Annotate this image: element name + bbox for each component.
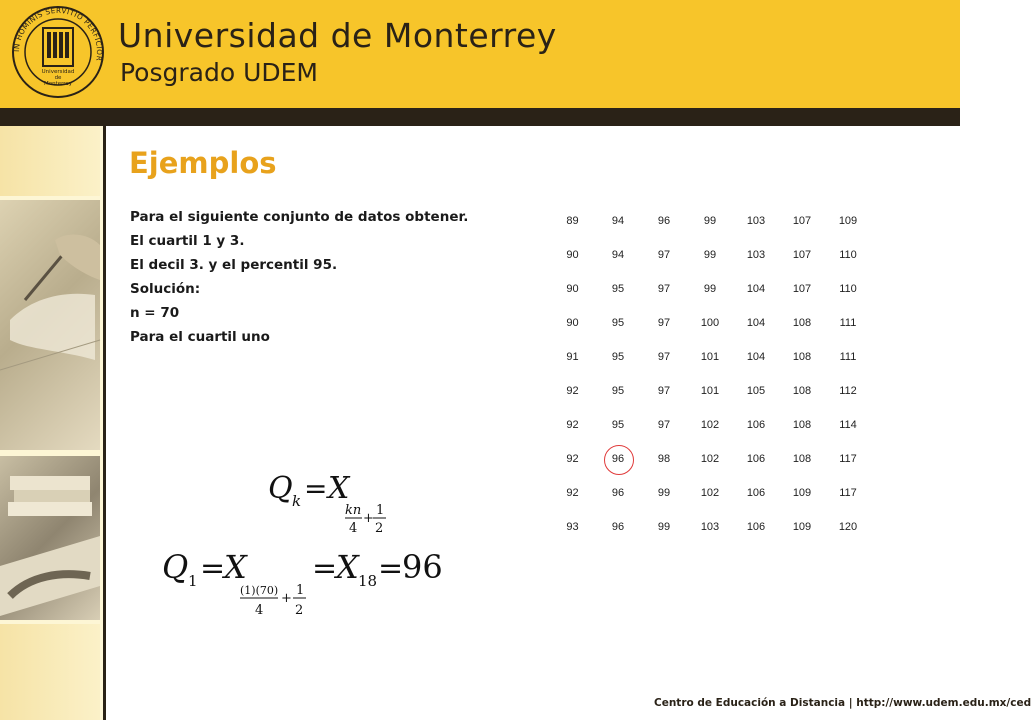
q1-lhs-sub: 1 [188,572,198,590]
table-cell [595,476,641,510]
cell-value: 108 [792,351,812,363]
cell-value: 117 [839,487,857,499]
table-cell [550,408,595,442]
cell-value: 114 [839,419,857,431]
table-cell [641,510,687,544]
table-cell [779,374,825,408]
cell-value: 92 [566,487,579,499]
q1-lhs: Q [162,548,189,586]
program-name: Posgrado UDEM [120,58,318,87]
table-cell [641,476,687,510]
university-name: Universidad de Monterrey [118,16,557,55]
table-cell [550,476,595,510]
cell-value: 90 [566,317,579,329]
table-cell [733,306,779,340]
cell-value: 99 [657,487,671,499]
cell-value: 90 [566,249,579,261]
formula-equals: = [304,472,328,505]
table-cell [825,340,871,374]
formula-num-top: kn [345,503,362,518]
cell-value: 109 [792,521,812,533]
cell-value: 107 [792,215,812,227]
table-cell [825,510,871,544]
table-cell [641,204,687,238]
data-table [550,204,871,544]
cell-value: 102 [700,487,720,499]
cell-value: 120 [838,521,858,533]
table-cell [641,408,687,442]
table-cell [825,204,871,238]
table-cell [779,408,825,442]
svg-text:Monterrey: Monterrey [43,81,73,87]
q1-half-num: 1 [296,583,305,598]
cell-value: 107 [792,283,812,295]
formula-half-den: 2 [375,521,384,536]
cell-value: 92 [566,453,579,465]
table-row [550,442,871,476]
formula-lhs-sub: k [292,492,302,510]
q1-var: X [224,548,247,586]
q1-num-top: (1)(70) [240,584,279,597]
cell-value: 112 [839,385,857,397]
q1-num-den: 4 [255,603,264,618]
cell-value: 94 [611,215,625,227]
cell-value: 92 [566,385,579,397]
table-cell [595,272,641,306]
q1-equals2: = [312,551,338,586]
cell-value: 98 [657,453,671,465]
cell-value: 106 [746,521,766,533]
formula-plus: + [363,511,374,526]
cell-value: 100 [700,317,720,329]
writing-hand-photo [0,200,100,450]
table-cell [825,408,871,442]
cell-value: 106 [746,419,766,431]
table-cell [595,204,641,238]
table-cell [779,510,825,544]
cell-value: 105 [746,385,766,397]
cell-value: 111 [839,351,857,363]
q1-half-den: 2 [295,603,304,618]
cell-value: 103 [746,215,766,227]
table-cell [733,340,779,374]
text-line: El decil 3. y el percentil 95. [130,257,338,273]
cell-value: 106 [746,487,766,499]
cell-value: 95 [611,385,625,397]
cell-value: 110 [839,283,857,295]
cell-value: 106 [746,453,766,465]
table-cell [779,306,825,340]
table-cell [550,442,595,476]
books-keyboard-photo [0,456,100,620]
table-cell [595,408,641,442]
seal-text: IN HOMINIS SERVITIO PERFICIOR [11,5,105,63]
cell-value: 99 [703,283,717,295]
cell-value: 96 [611,521,625,533]
table-cell [641,442,687,476]
cell-value: 103 [700,521,720,533]
highlight-circle [604,445,634,475]
cell-value: 96 [657,215,671,227]
cell-value: 111 [839,317,857,329]
table-cell [550,306,595,340]
table-cell [779,442,825,476]
table-cell [687,204,733,238]
cell-value: 99 [703,249,717,261]
cell-value: 95 [611,317,625,329]
table-cell [641,306,687,340]
table-row [550,510,871,544]
table-cell [641,272,687,306]
table-row [550,272,871,306]
cell-value: 91 [566,351,579,363]
table-cell [825,374,871,408]
table-cell [733,204,779,238]
cell-value: 117 [839,453,857,465]
cell-value: 93 [566,521,579,533]
formula-half-num: 1 [376,503,385,518]
table-row [550,408,871,442]
cell-value: 108 [792,317,812,329]
table-cell [733,374,779,408]
table-cell [595,374,641,408]
table-row [550,238,871,272]
table-cell [825,238,871,272]
table-cell [687,476,733,510]
svg-text:de: de [54,75,62,81]
cell-value: 101 [700,351,720,363]
table-cell [733,510,779,544]
cell-value: 97 [657,351,671,363]
cell-value: 97 [657,249,671,261]
university-seal-logo [10,4,106,100]
table-cell [825,476,871,510]
q1-formula [160,544,443,620]
table-row [550,204,871,238]
cell-value: 96 [611,487,625,499]
cell-value: 109 [838,215,858,227]
cell-value: 108 [792,385,812,397]
table-cell [687,408,733,442]
table-cell [595,306,641,340]
table-cell [687,442,733,476]
table-row [550,306,871,340]
table-cell [733,442,779,476]
table-cell [550,204,595,238]
table-cell [733,408,779,442]
cell-value: 101 [700,385,720,397]
q1-equals3: = [378,551,404,586]
cell-value: 94 [611,249,625,261]
cell-value: 97 [657,317,671,329]
table-cell [595,510,641,544]
cell-value: 104 [746,283,766,295]
cell-value: 92 [566,419,579,431]
footer-text: Centro de Educación a Distancia | http://www.udem.edu.mx/ced [654,697,1031,709]
table-row [550,374,871,408]
cell-value: 90 [566,283,579,295]
table-cell [687,238,733,272]
problem-text [130,205,468,349]
cell-value: 104 [746,351,766,363]
cell-value: 99 [703,215,717,227]
table-cell [687,374,733,408]
q1-plus: + [281,591,292,606]
cell-value: 97 [657,419,671,431]
cell-value: 96 [611,453,625,465]
cell-value: 104 [746,317,766,329]
sidebar-panel [0,624,100,720]
table-cell [550,272,595,306]
table-cell [825,442,871,476]
formula-var: X [328,471,350,506]
header-banner [0,0,960,126]
table-cell [687,340,733,374]
table-cell [595,442,641,476]
formula-num-den: 4 [349,521,358,536]
cell-value: 95 [611,419,625,431]
text-line: Para el cuartil uno [130,329,270,345]
table-cell [779,204,825,238]
q1-equals: = [200,551,226,586]
text-line: n = 70 [130,305,180,321]
svg-text:Universidad: Universidad [41,69,75,75]
sidebar-panel [0,126,100,196]
table-cell [733,476,779,510]
table-cell [550,238,595,272]
table-cell [779,238,825,272]
cell-value: 109 [792,487,812,499]
text-line: Para el siguiente conjunto de datos obtener. [130,209,469,225]
cell-value: 110 [839,249,857,261]
table-cell [825,306,871,340]
table-cell [733,238,779,272]
table-cell [641,238,687,272]
table-cell [825,272,871,306]
q1-var2: X [336,548,359,586]
table-cell [779,272,825,306]
formula-lhs: Q [268,471,293,506]
table-cell [550,374,595,408]
table-cell [550,340,595,374]
table-row [550,476,871,510]
cell-value: 97 [657,283,671,295]
table-cell [779,340,825,374]
table-cell [687,272,733,306]
quartile-general-formula [266,466,406,538]
table-cell [687,306,733,340]
table-cell [641,374,687,408]
q1-result: 96 [402,548,443,586]
q1-var2-sub: 18 [358,572,378,590]
cell-value: 97 [657,385,671,397]
cell-value: 95 [611,283,625,295]
table-cell [733,272,779,306]
cell-value: 99 [657,521,671,533]
text-line: Solución: [130,281,201,297]
table-cell [641,340,687,374]
cell-value: 89 [566,215,579,227]
table-cell [779,476,825,510]
table-cell [687,510,733,544]
sidebar-divider [103,126,106,720]
cell-value: 102 [700,453,720,465]
cell-value: 103 [746,249,766,261]
table-cell [595,340,641,374]
cell-value: 108 [792,453,812,465]
cell-value: 102 [700,419,720,431]
cell-value: 107 [792,249,812,261]
cell-value: 108 [792,419,812,431]
text-line: El cuartil 1 y 3. [130,233,245,249]
slide-title: Ejemplos [129,146,277,180]
table-cell [550,510,595,544]
table-row [550,340,871,374]
table-cell [595,238,641,272]
cell-value: 95 [611,351,625,363]
